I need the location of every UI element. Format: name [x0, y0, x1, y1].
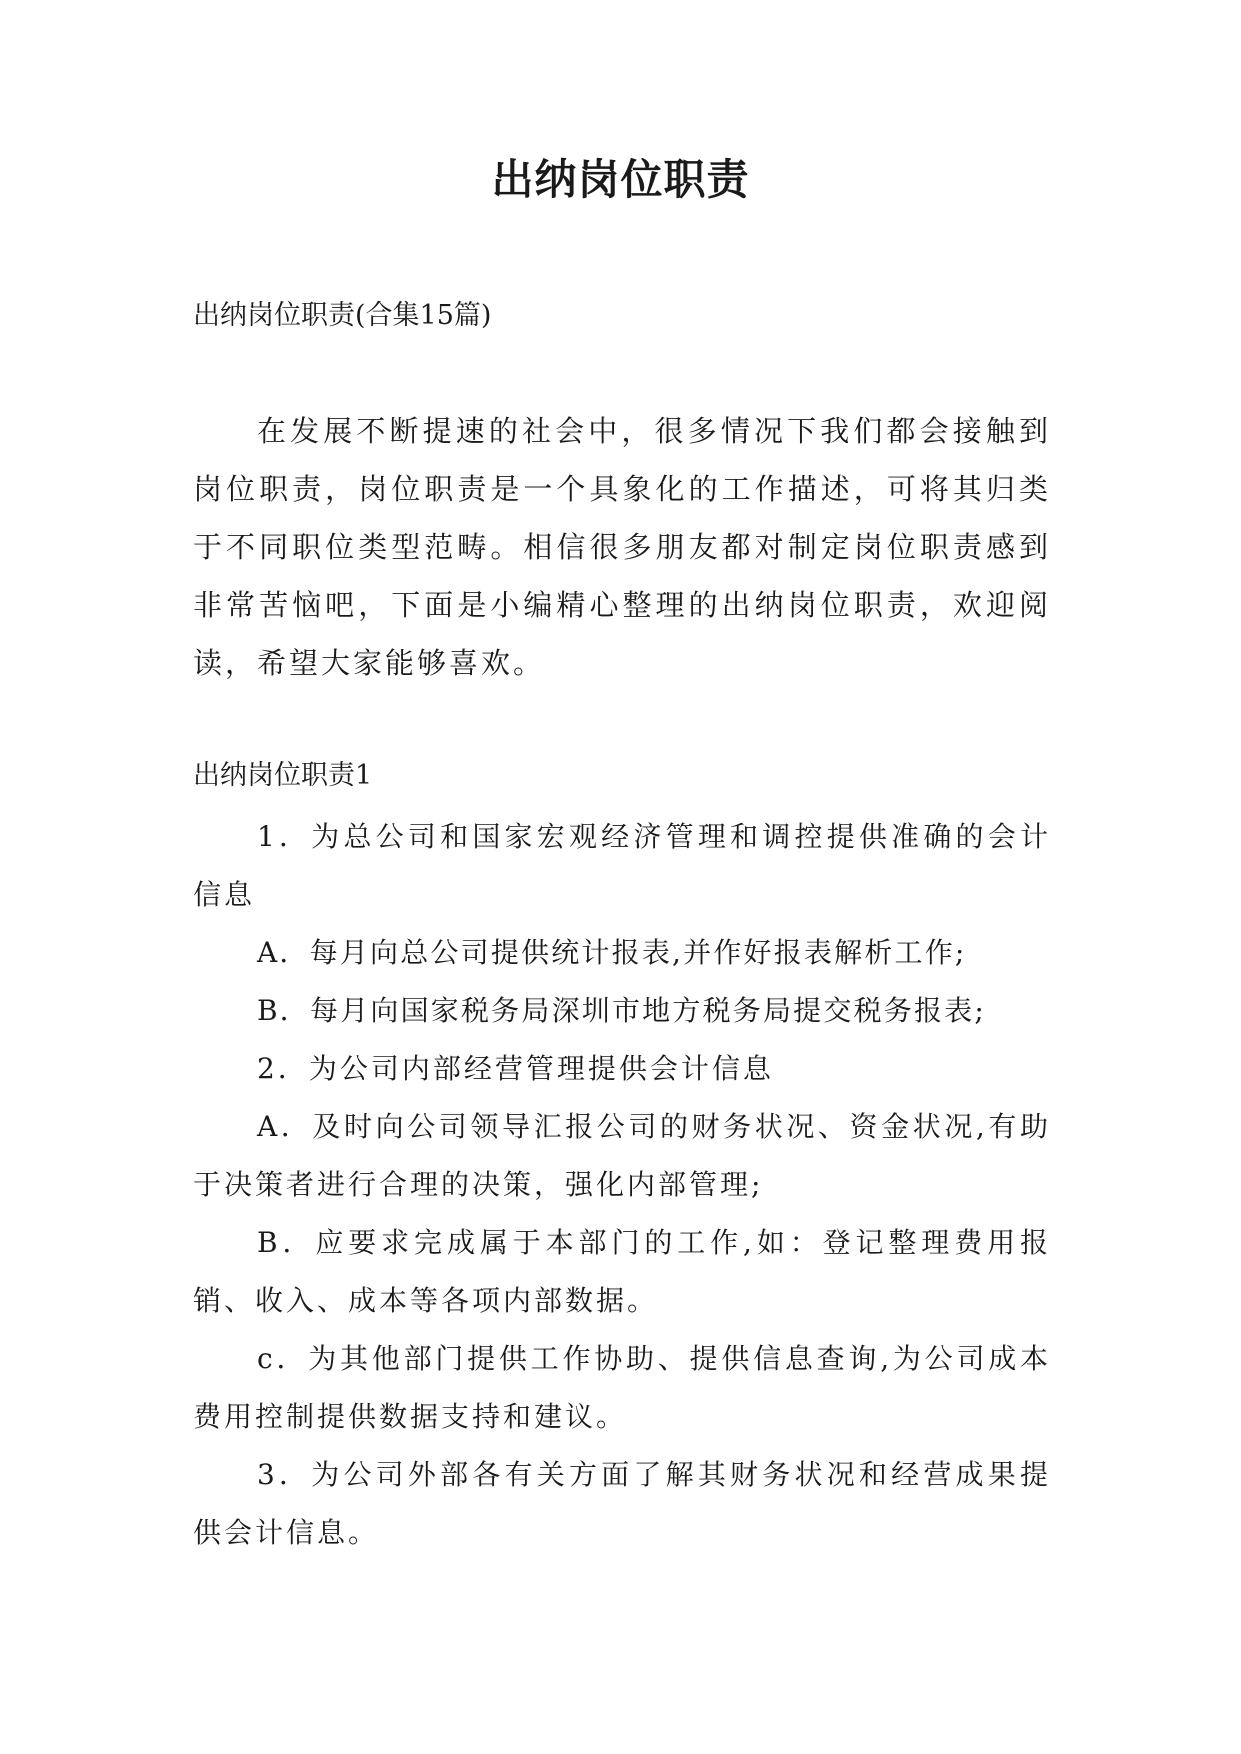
duty-item-2b: B．应要求完成属于本部门的工作,如：登记整理费用报销、收入、成本等各项内部数据。 — [193, 1226, 1051, 1317]
section-heading: 出纳岗位职责1 — [193, 760, 373, 791]
duty-list — [193, 808, 1051, 1562]
intro-paragraph: 在发展不断提速的社会中，很多情况下我们都会接触到岗位职责，岗位职责是一个具象化的工作描述，可将其归类于不同职位类型范畴。相信很多朋友都对制定岗位职责感到非常苦恼吧，下面是小编精心整理的出纳岗位职责，欢迎阅读，希望大家能够喜欢。 — [193, 414, 1051, 680]
duty-item-2a: A．及时向公司领导汇报公司的财务状况、资金状况,有助于决策者进行合理的决策，强化内部管理; — [193, 1110, 1051, 1201]
duty-item-2c: c．为其他部门提供工作协助、提供信息查询,为公司成本费用控制提供数据支持和建议。 — [193, 1342, 1051, 1433]
document-subtitle: 出纳岗位职责(合集15篇) — [193, 300, 492, 331]
duty-item-2: 2．为公司内部经营管理提供会计信息 — [257, 1052, 774, 1085]
duty-item-3: 3．为公司外部各有关方面了解其财务状况和经营成果提供会计信息。 — [193, 1458, 1051, 1549]
duty-item-1a: A．每月向总公司提供统计报表,并作好报表解析工作; — [257, 936, 967, 969]
duty-item-1: 1．为总公司和国家宏观经济管理和调控提供准确的会计信息 — [193, 820, 1051, 911]
duty-item-1b: B．每月向国家税务局深圳市地方税务局提交税务报表; — [257, 994, 987, 1027]
document-title: 出纳岗位职责 — [491, 155, 750, 204]
